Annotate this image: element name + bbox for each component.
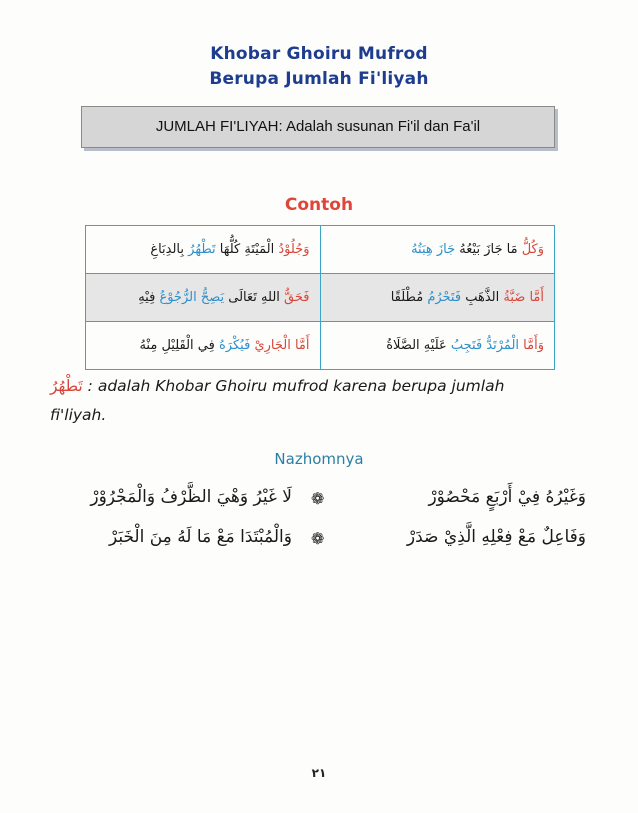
example-text: اللهِ تَعَالَى (228, 290, 280, 305)
example-cell (320, 322, 555, 370)
examples-heading: Contoh (284, 195, 354, 215)
example-text: بِالدِبَاغِ (150, 242, 185, 257)
flower-separator-icon: ❁ (311, 529, 325, 548)
example-text: مَا جَازَ بَيْعُهُ (459, 242, 518, 257)
mubtada-text: وَأَمَّا (523, 338, 544, 353)
mubtada-text: أَمَّا الْجَارِيْ (254, 338, 310, 353)
khobar-text: يَصِحُّ الرُّجُوْعُ (159, 290, 225, 305)
verse-line-2-left: وَالْمُبْتَدَا مَعْ مَا لَهُ مِنَ الْخَبَرْ (108, 527, 292, 547)
page-number: ٢١ (311, 766, 327, 780)
example-cell (86, 322, 321, 370)
page-title: Khobar Ghoiru Mufrod (210, 44, 428, 64)
mubtada-text: أَمَّا ضَبَّةُ (503, 290, 544, 305)
example-cell (320, 274, 555, 322)
example-cell (86, 226, 321, 274)
example-cell (320, 226, 555, 274)
example-text: مُطْلَقًا (390, 290, 424, 305)
khobar-text: فَتَحْرُمُ (427, 290, 462, 305)
definition-text: JUMLAH FI'LIYAH: Adalah susunan Fi'il dan Fa'il (155, 118, 481, 135)
nazhom-heading: Nazhomnya (274, 450, 364, 468)
verse-line-1-left: لَا غَيْرُ وَهْيَ الظَّرْفُ وَالْمَجْرُوْرْ (90, 487, 292, 507)
table-row (86, 274, 555, 322)
explanation-text: : adalah Khobar Ghoiru mufrod karena berupa jumlah (87, 377, 505, 395)
definition-box (81, 106, 555, 148)
mubtada-text: فَحَقُّ (284, 290, 310, 305)
mubtada-text: وَكُلُّ (521, 242, 544, 257)
khobar-text: تَطْهُرُ (188, 242, 216, 257)
verse-line-2-right: وَفَاعِلٌ مَعْ فِعْلِهِ الَّذِيْ صَدَرْ (406, 527, 586, 547)
example-text: الْمَيْتَةِ كُلُّهَا (219, 242, 275, 257)
khobar-text: جَازَ هِبَتُهُ (411, 242, 456, 257)
example-text: فِي الْقَلِيْلِ مِنْهُ (139, 338, 215, 353)
khobar-text: الْمُرْتَدُّ فَتَجِبُ (450, 338, 520, 353)
example-text: عَلَيْهِ الصَّلَاةُ (386, 338, 447, 353)
example-cell (86, 274, 321, 322)
verse-line-1-right: وَغَيْرُهُ فِيْ أَرْبَعٍ مَحْصُوْرْ (428, 487, 586, 507)
mubtada-text: وَجُلُوْدُ (278, 242, 310, 257)
flower-separator-icon: ❁ (311, 489, 325, 508)
explanation-line-1 (50, 377, 610, 395)
page-subtitle: Berupa Jumlah Fi'liyah (209, 69, 429, 89)
example-text: فِيْهِ (138, 290, 156, 305)
example-text: الذَّهَبِ (465, 290, 500, 305)
table-row (86, 322, 555, 370)
khobar-text: فَيُكْرَهُ (219, 338, 251, 353)
explanation-keyword: تَطْهُرُ (50, 377, 83, 395)
table-row (86, 226, 555, 274)
explanation-line-2: fi'liyah. (50, 406, 107, 424)
examples-table (85, 225, 555, 370)
